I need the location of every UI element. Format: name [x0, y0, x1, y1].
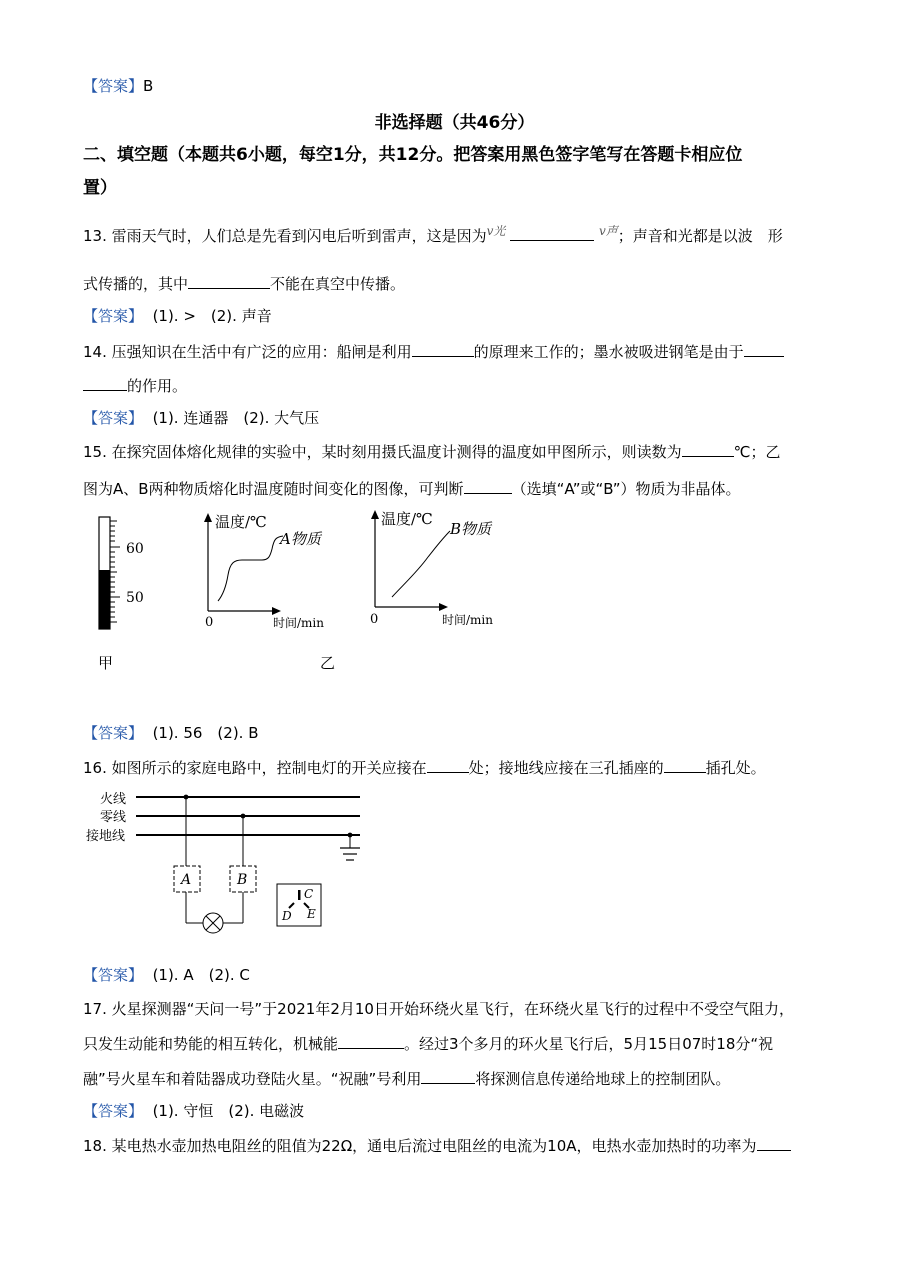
q13-answer: [83, 305, 272, 327]
q17-text-b: 。经过3个多月的环火星飞行后，5月15日07时18分“祝: [404, 1035, 774, 1053]
answer-tag: 【答案】: [83, 1102, 144, 1120]
x-axis-arrow: [439, 603, 448, 611]
answer-value: (1). 守恒 (2). 电磁波: [152, 1102, 305, 1120]
q14-blank-2-cont[interactable]: [83, 374, 127, 391]
q15-answer: [83, 722, 259, 744]
y-axis-arrow: [204, 513, 212, 522]
q15-text-a: 15. 在探究固体熔化规律的实验中，某时刻用摄氏温度计测得的温度如甲图所示，则读数为: [83, 443, 682, 461]
box-b-label: B: [237, 872, 248, 888]
graph-a-label: A物质: [280, 530, 321, 548]
answer-value: B: [143, 77, 154, 95]
answer-value: (1). A (2). C: [152, 966, 250, 984]
q16-line1: [83, 756, 766, 779]
q18-text-a: 18. 某电热水壶加热电阻丝的阻值为22Ω，通电后流过电阻丝的电流为10A，电热水壶加热时的功率为: [83, 1137, 757, 1155]
answer-line-prev: [83, 75, 153, 97]
thermometer-figure: [99, 517, 144, 629]
x-axis-arrow: [272, 607, 281, 615]
q14-text-c: 的作用。: [127, 377, 188, 395]
v-light-symbol: v光: [486, 224, 506, 238]
q13-text-b: ；声音和光都是以波 形: [617, 227, 783, 245]
socket-label-c: C: [304, 887, 314, 901]
answer-value: (1). > (2). 声音: [152, 307, 272, 325]
graph-b: [370, 510, 493, 627]
q14-line2: [83, 374, 187, 397]
q15-text-d: （选填“A”或“B”）物质为非晶体。: [511, 480, 741, 498]
q14-line1: [83, 340, 784, 363]
q14-answer: [83, 407, 319, 429]
q13-text-c: 式传播的，其中: [83, 275, 189, 293]
graph-b-ylabel: 温度/℃: [381, 510, 433, 528]
q18-blank-1[interactable]: [757, 1134, 791, 1151]
q17-line1: 17. 火星探测器“天问一号”于2021年2月10日开始环绕火星飞行，在环绕火星飞行的过程中不受空气阻力，: [83, 1000, 794, 1018]
thermo-label-50: 50: [126, 590, 144, 606]
mercury-column: [99, 570, 110, 629]
answer-value: (1). 连通器 (2). 大气压: [152, 409, 320, 427]
q17-line3: [83, 1067, 730, 1090]
section-heading-line1: 二、填空题（本题共6小题，每空1分，共12分。把答案用黑色签字笔写在答题卡相应位: [83, 145, 743, 165]
q16-text-c: 插孔处。: [705, 759, 766, 777]
box-a-label: A: [181, 872, 192, 888]
q14-text-a: 14. 压强知识在生活中有广泛的应用：船闸是利用: [83, 343, 412, 361]
live-wire-label: 火线: [100, 792, 127, 807]
q15-blank-1[interactable]: [682, 440, 734, 457]
q13-blank-1[interactable]: [510, 224, 594, 241]
q14-text-b: 的原理来工作的；墨水被吸进钢笔是由于: [473, 343, 744, 361]
answer-tag: 【答案】: [83, 307, 144, 325]
q15-line2: [83, 477, 741, 500]
q17-blank-2[interactable]: [421, 1067, 475, 1084]
graph-a-curve: [218, 536, 283, 601]
graph-a: [204, 513, 324, 630]
graph-b-label: B物质: [450, 520, 492, 538]
answer-tag: 【答案】: [83, 77, 144, 95]
graph-a-ylabel: 温度/℃: [215, 513, 267, 531]
figure-caption-yi: 乙: [320, 654, 336, 672]
answer-tag: 【答案】: [83, 966, 144, 984]
ground-symbol-icon: [340, 848, 360, 860]
y-axis-arrow: [371, 510, 379, 519]
circuit-diagram: [82, 786, 382, 938]
graph-b-curve: [392, 531, 450, 597]
q17-text-a: 只发生动能和势能的相互转化，机械能: [83, 1035, 339, 1053]
q16-text-a: 16. 如图所示的家庭电路中，控制电灯的开关应接在: [83, 759, 427, 777]
q17-answer: [83, 1100, 304, 1122]
q13-blank-2[interactable]: [188, 272, 270, 289]
thermo-label-60: 60: [126, 541, 144, 557]
answer-value: (1). 56 (2). B: [152, 724, 259, 742]
q13-text-d: 不能在真空中传播。: [270, 275, 406, 293]
q17-text-c: 融”号火星车和着陆器成功登陆火星。“祝融”号利用: [83, 1070, 422, 1088]
graph-a-origin: 0: [205, 615, 214, 630]
graph-b-xlabel: 时间/min: [442, 613, 493, 627]
neutral-wire-label: 零线: [100, 810, 127, 825]
q18-line1: [83, 1134, 791, 1157]
q15-figures: [80, 505, 520, 685]
socket-label-e: E: [307, 907, 316, 921]
q17-text-d: 将探测信息传递给地球上的控制团队。: [475, 1070, 731, 1088]
figure-caption-jia: 甲: [98, 654, 114, 672]
part-title: 非选择题（共46分）: [374, 113, 535, 133]
answer-tag: 【答案】: [83, 409, 144, 427]
q13-line2: [83, 272, 405, 295]
ground-wire-label: 接地线: [86, 829, 126, 844]
lamp-icon: [203, 913, 223, 933]
socket-label-d: D: [282, 909, 292, 923]
q17-line2: [83, 1032, 773, 1055]
q13-line1: [83, 224, 783, 248]
q14-blank-2[interactable]: [744, 340, 784, 357]
section-heading-line2: 置）: [83, 178, 117, 198]
q15-blank-2[interactable]: [464, 477, 512, 494]
q16-blank-1[interactable]: [427, 756, 469, 773]
q14-blank-1[interactable]: [412, 340, 474, 357]
q16-text-b: 处；接地线应接在三孔插座的: [468, 759, 664, 777]
graph-b-origin: 0: [370, 612, 379, 627]
q16-answer: [83, 964, 250, 986]
q13-text-a: 13. 雷雨天气时，人们总是先看到闪电后听到雷声，这是因为: [83, 227, 487, 245]
answer-tag: 【答案】: [83, 724, 144, 742]
q15-text-c: 图为A、B两种物质熔化时温度随时间变化的图像，可判断: [83, 480, 464, 498]
q15-text-b: ℃；乙: [733, 443, 781, 461]
graph-a-xlabel: 时间/min: [273, 616, 324, 630]
v-sound-symbol: v声: [598, 224, 618, 238]
q15-line1: [83, 440, 781, 463]
q17-blank-1[interactable]: [338, 1032, 404, 1049]
q16-blank-2[interactable]: [664, 756, 706, 773]
socket-icon: [277, 884, 321, 926]
